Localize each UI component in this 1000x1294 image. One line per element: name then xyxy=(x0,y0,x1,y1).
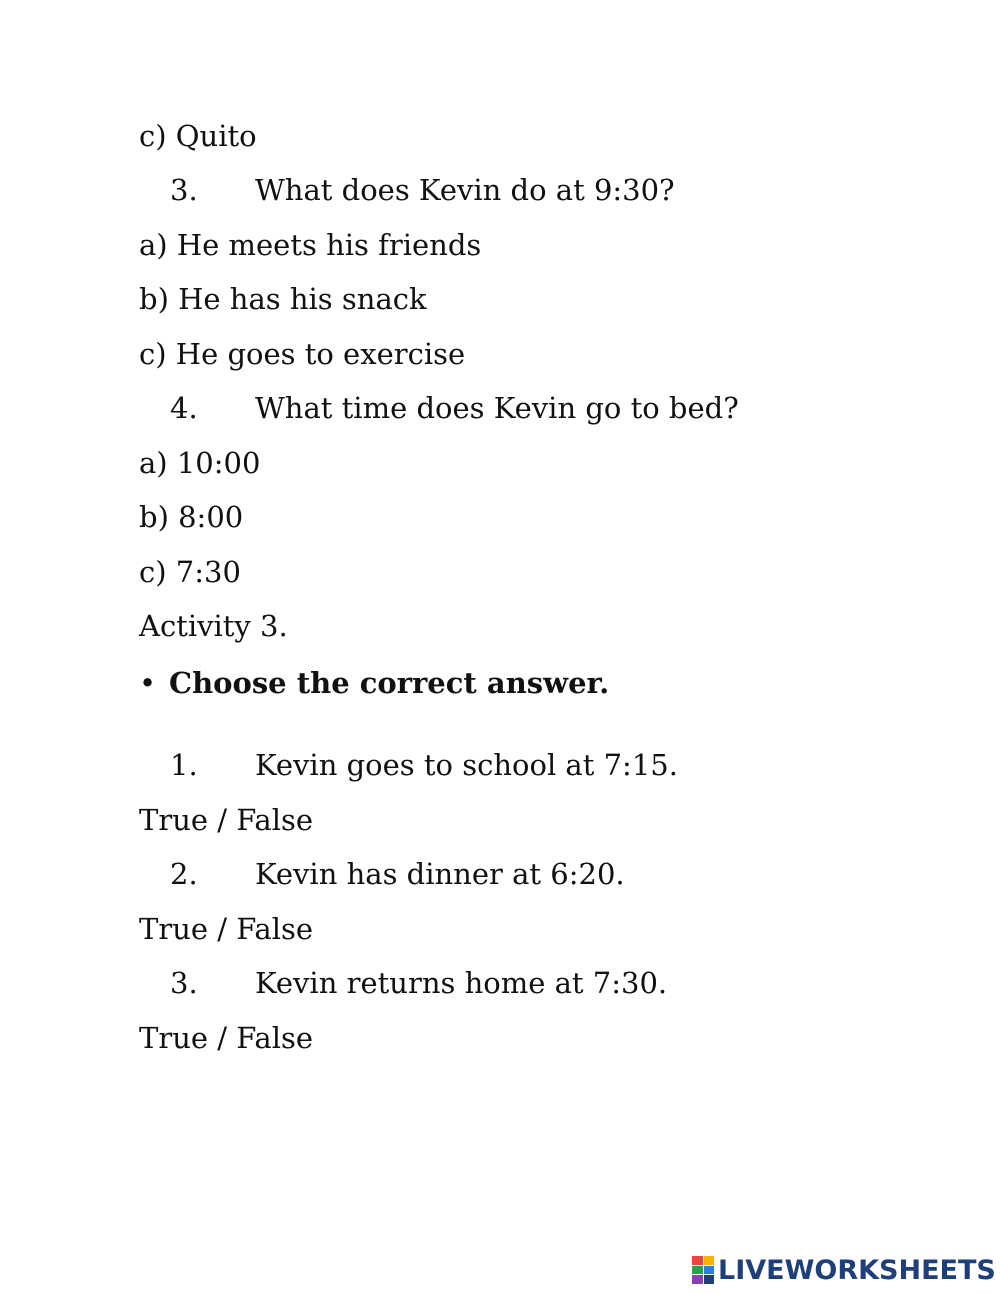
statement-number: 3. xyxy=(170,966,198,1000)
logo-mark-icon xyxy=(692,1256,714,1284)
logo-tile xyxy=(704,1256,715,1265)
question-3 xyxy=(170,172,675,208)
question-4 xyxy=(170,390,739,426)
statement-3 xyxy=(170,965,667,1001)
logo-tile xyxy=(704,1266,715,1275)
question-number: 3. xyxy=(170,173,198,207)
liveworksheets-logo xyxy=(692,1253,996,1287)
statement-text: Kevin goes to school at 7:15. xyxy=(255,748,678,782)
q4-option-c: c) 7:30 xyxy=(139,555,241,589)
instruction-text: Choose the correct answer. xyxy=(169,666,610,700)
q4-option-a: a) 10:00 xyxy=(139,446,261,480)
question-text: What does Kevin do at 9:30? xyxy=(255,173,675,207)
q3-option-c: c) He goes to exercise xyxy=(139,337,466,371)
bullet-icon: • xyxy=(139,666,157,700)
statement-number: 2. xyxy=(170,857,198,891)
question-number: 4. xyxy=(170,391,198,425)
statement-3-answer[interactable]: True / False xyxy=(139,1021,314,1055)
logo-tile xyxy=(704,1275,715,1284)
q4-option-b: b) 8:00 xyxy=(139,500,244,534)
statement-1 xyxy=(170,747,678,783)
statement-2 xyxy=(170,856,625,892)
instruction xyxy=(139,665,609,701)
activity-title: Activity 3. xyxy=(139,609,288,643)
statement-number: 1. xyxy=(170,748,198,782)
q2-option-c: c) Quito xyxy=(139,119,257,153)
question-text: What time does Kevin go to bed? xyxy=(255,391,739,425)
logo-tile xyxy=(692,1266,703,1275)
statement-2-answer[interactable]: True / False xyxy=(139,912,314,946)
statement-text: Kevin has dinner at 6:20. xyxy=(255,857,625,891)
statement-text: Kevin returns home at 7:30. xyxy=(255,966,668,1000)
logo-tile xyxy=(692,1256,703,1265)
logo-tile xyxy=(692,1275,703,1284)
logo-text: LIVEWORKSHEETS xyxy=(718,1254,996,1286)
q3-option-a: a) He meets his friends xyxy=(139,228,482,262)
q3-option-b: b) He has his snack xyxy=(139,282,427,316)
statement-1-answer[interactable]: True / False xyxy=(139,803,314,837)
